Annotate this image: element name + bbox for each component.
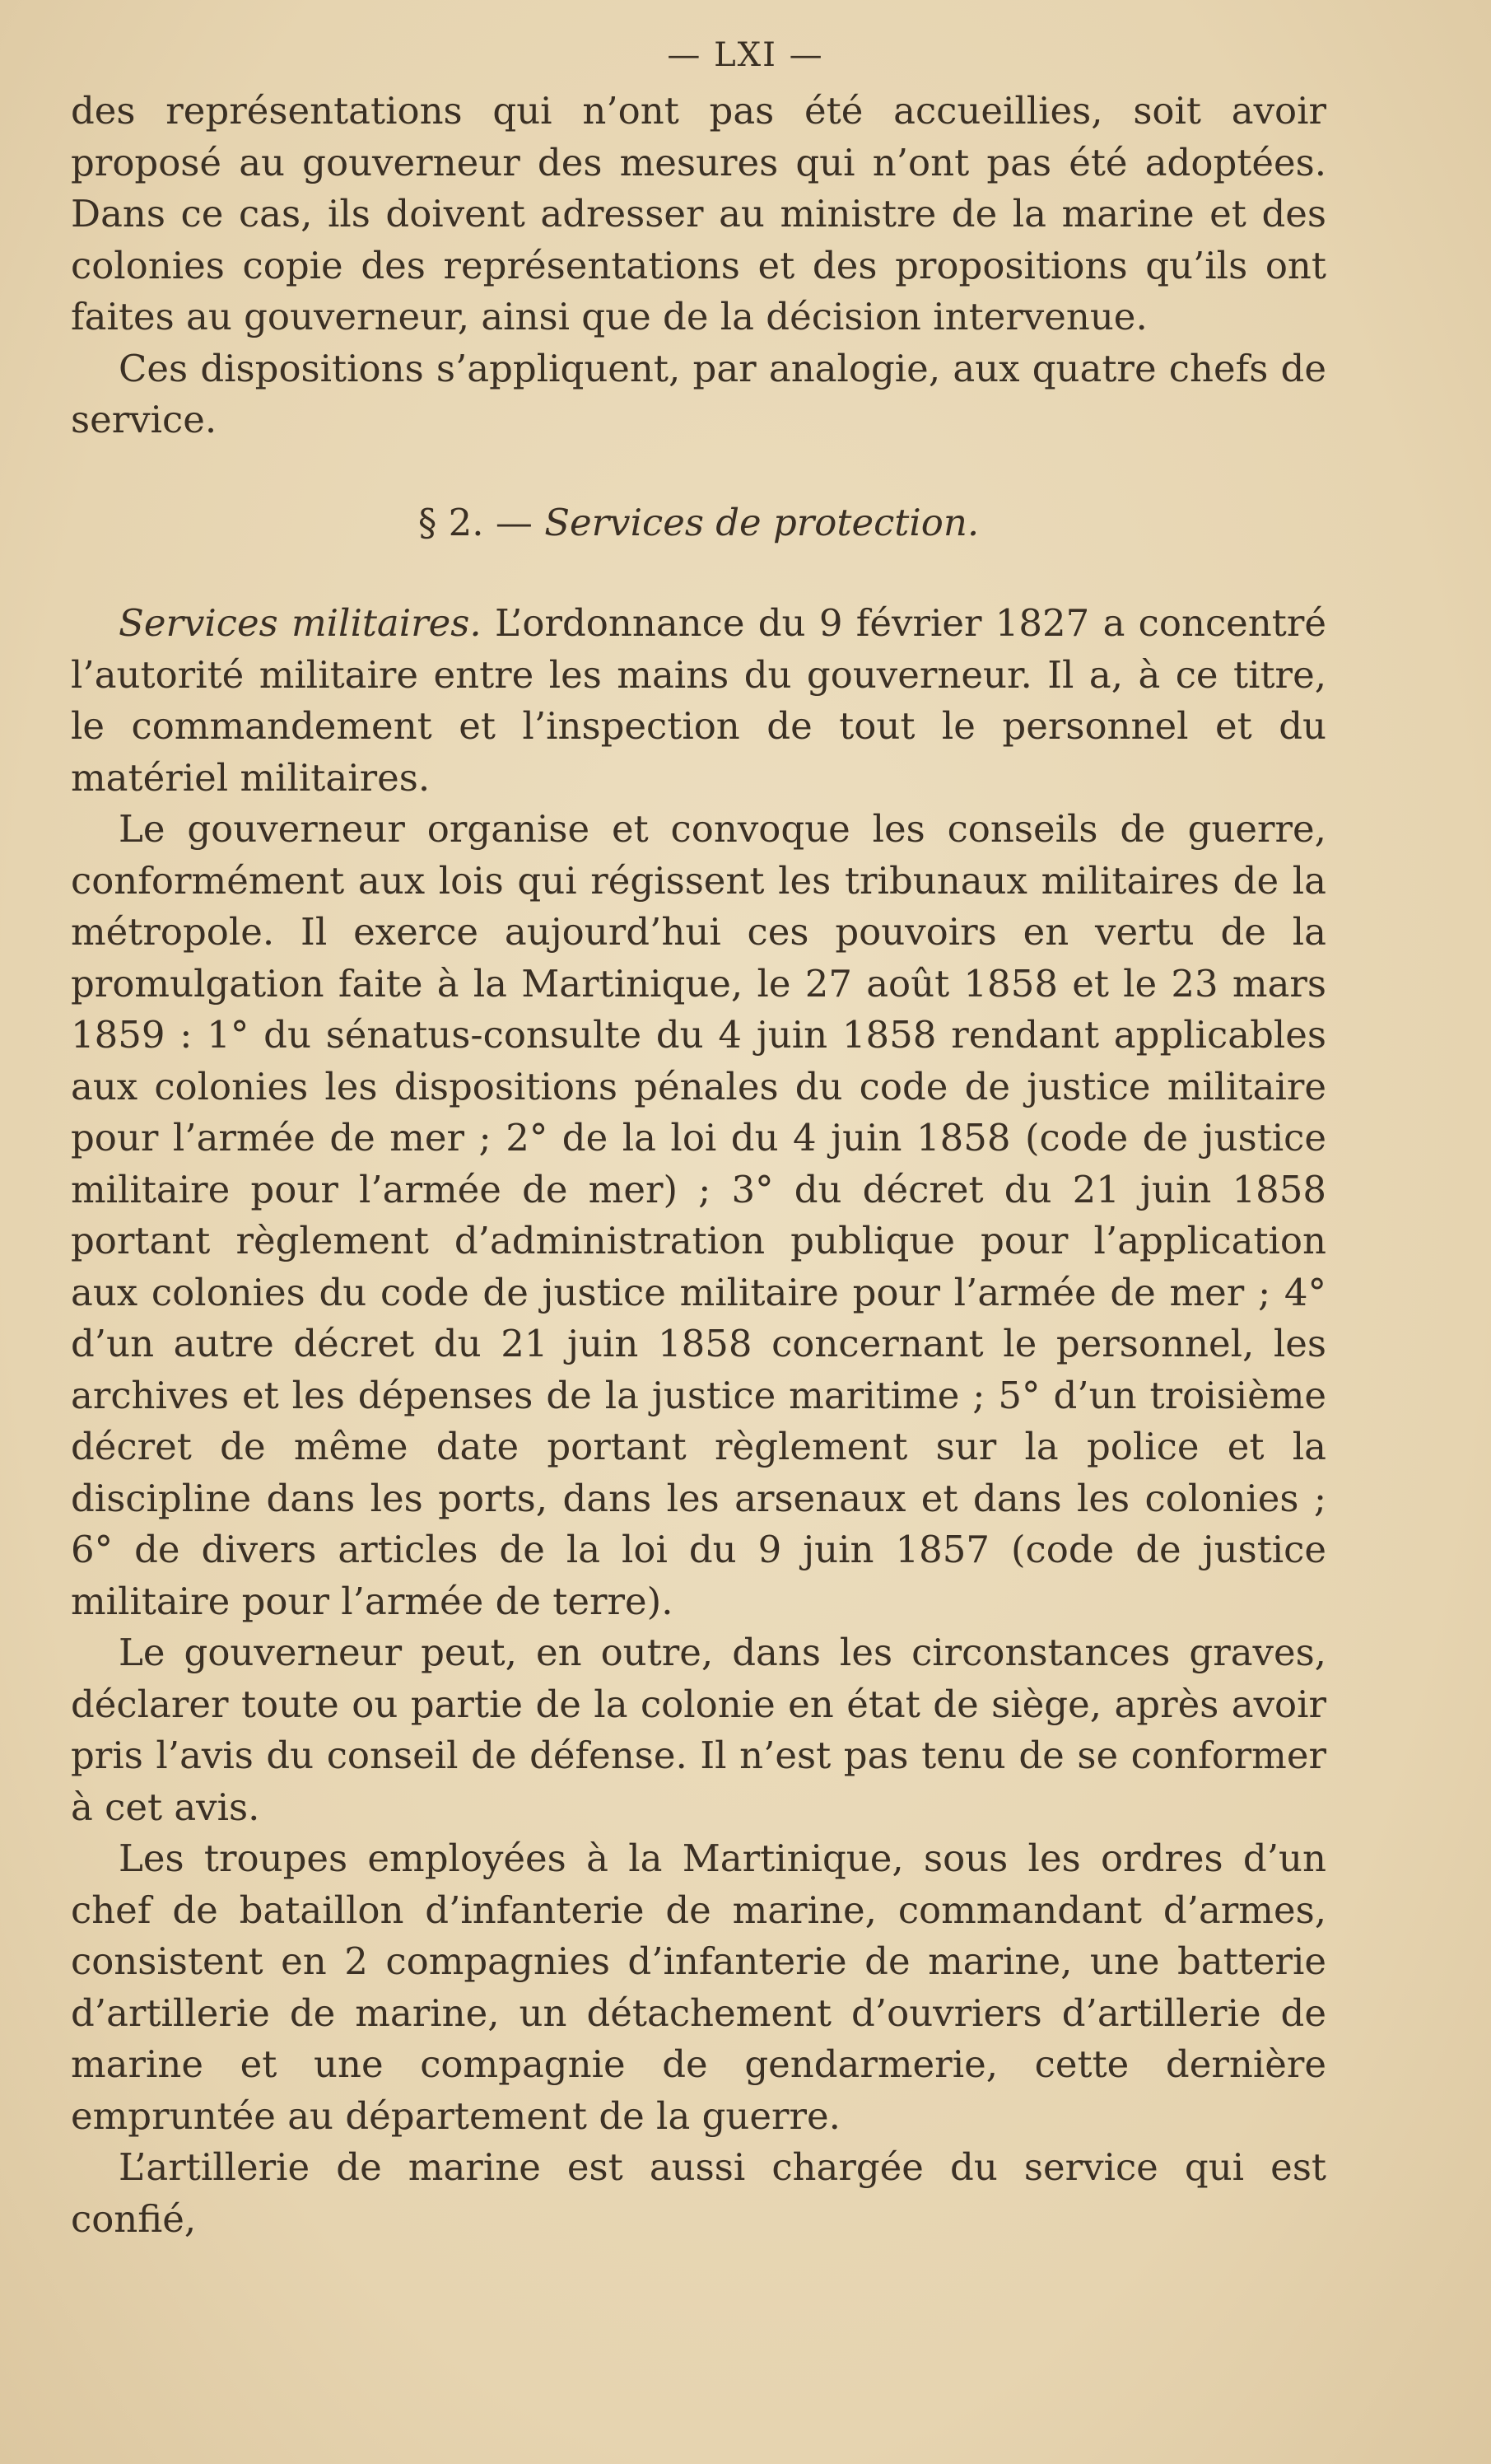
- paragraph-conseils-de-guerre: Le gouverneur organise et convoque les conseils de guerre, conformément aux lois qui régissent les tribunaux militaires de la métropole. Il exerce aujourd’hui ces pouvoirs en vertu de la promulgation faite à la Martinique, le 27 août 1858 et le 23 mars 1859 : 1° du sénatus-consulte du 4 juin 1858 rendant applicables aux colonies les dispositions pénales du code de justice militaire pour l’armée de mer ; 2° de la loi du 4 juin 1858 (code de justice militaire pour l’armée de mer) ; 3° du décret du 21 juin 1858 portant règlement d’administration publique pour l’application aux colonies du code de justice militaire pour l’armée de mer ; 4° d’un autre décret du 21 juin 1858 concernant le personnel, les archives et les dépenses de la justice maritime ; 5° d’un troisième décret de même date portant règlement sur la police et la discipline dans les ports, dans les arsenaux et dans les colonies ; 6° de divers articles de la loi du 9 juin 1857 (code de justice militaire pour l’armée de terre).: [71, 807, 1326, 1623]
- page-number-header: — LXI —: [667, 36, 824, 74]
- paragraph-dispositions: Ces dispositions s’appliquent, par analogie, aux quatre chefs de service.: [71, 346, 1326, 441]
- section-heading: [71, 497, 1326, 549]
- paragraph-continuation: des représentations qui n’ont pas été accueillies, soit avoir proposé au gouverneur des mesures qui n’ont pas été adoptées. Dans ce cas, ils doivent adresser au ministre de la marine et des colonies copie des représentations et des propositions qu’ils ont faites au gouverneur, ainsi que de la décision intervenue.: [71, 89, 1326, 338]
- paragraph-troupes: Les troupes employées à la Martinique, sous les ordres d’un chef de bataillon d’infanterie de marine, commandant d’armes, consistent en 2 compagnies d’infanterie de marine, une batterie d’artillerie de marine, un détachement d’ouvriers d’artillerie de marine et une compagnie de gendarmerie, cette dernière empruntée au département de la guerre.: [71, 1836, 1326, 2138]
- paragraph-services-militaires-text: L’ordonnance du 9 février 1827 a concentré l’autorité militaire entre les mains du gouverneur. Il a, à ce titre, le commandement et l’inspection de tout le personnel et du matériel militaires.: [71, 601, 1326, 800]
- paragraph-etat-de-siege: Le gouverneur peut, en outre, dans les circonstances graves, déclarer toute ou partie de la colonie en état de siège, après avoir pris l’avis du conseil de défense. Il n’est pas tenu de se conformer à cet avis.: [71, 1631, 1326, 1829]
- run-in-heading: Services militaires.: [119, 601, 482, 645]
- section-title: Services de protection.: [544, 500, 980, 544]
- paragraph-services-militaires: [71, 598, 1326, 804]
- body-text: [71, 86, 1326, 2245]
- paragraph-artillerie: L’artillerie de marine est aussi chargée du service qui est confié,: [71, 2145, 1326, 2241]
- section-number: § 2. —: [417, 500, 533, 544]
